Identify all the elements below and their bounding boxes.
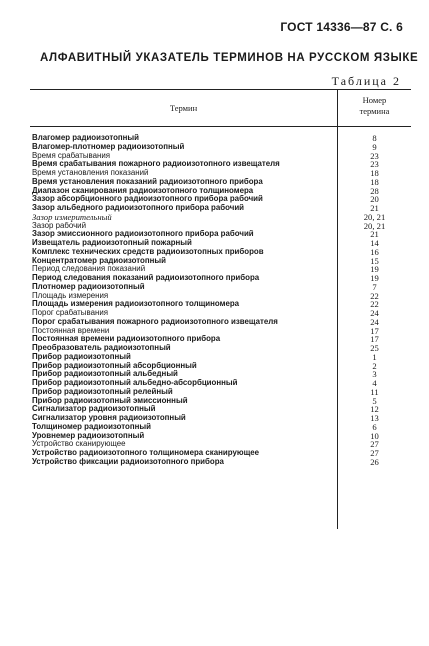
term-number-cell: 26 [370,456,379,467]
term-number-cell: 12 [370,404,379,415]
table-row [30,318,411,327]
table-row [30,292,411,301]
term-number-cell: 28 [370,185,379,196]
table-body [30,127,411,467]
term-number-cell: 18 [370,168,379,178]
term-cell: Прибор радиоизотопный альбедно-абсорбционный [32,379,238,387]
term-number-cell: 23 [370,159,379,170]
term-number-cell: 6 [372,421,377,432]
column-header-number [338,95,411,117]
table-row [30,379,411,388]
term-cell: Зазор абсорбционного радиоизотопного прибора рабочий [32,195,263,204]
term-number-cell: 21 [370,203,379,213]
table-row [30,335,411,344]
term-cell: Порог срабатывания пожарного радиоизотопного извещателя [32,317,278,326]
term-cell: Зазор альбедного радиоизотопного прибора рабочий [32,204,245,212]
column-header-number-line2: термина [359,106,390,116]
standard-code: ГОСТ 14336—87 С. 6 [280,20,403,34]
table-row [30,230,411,239]
table-row [30,449,411,458]
term-number-cell: 3 [372,369,377,380]
table-row [30,309,411,318]
term-number-cell: 2 [372,360,377,371]
term-cell: Влагомер радиоизотопный [32,134,140,142]
term-cell: Уровнемер радиоизотопный [32,431,145,440]
term-cell: Площадь измерения [32,291,109,300]
table-row [30,344,411,353]
term-cell: Устройство сканирующее [32,440,126,449]
term-number-cell: 9 [372,141,377,152]
term-cell: Время установления показаний [32,169,149,177]
term-number-cell: 19 [370,273,379,283]
term-cell: Сигнализатор радиоизотопный [32,405,156,414]
table-row [30,458,411,467]
table-row [30,405,411,414]
term-cell: Сигнализатор уровня радиоизотопный [32,414,186,422]
table-row [30,178,411,187]
term-number-cell: 24 [370,308,379,318]
term-cell: Плотномер радиоизотопный [32,282,145,291]
table-row [30,300,411,309]
table-header [30,89,411,127]
term-number-cell: 25 [370,343,379,353]
term-number-cell: 1 [372,351,377,362]
term-cell: Время установления показаний радиоизотопного прибора [32,177,263,186]
table-row [30,195,411,204]
table-row [30,397,411,406]
table-row [30,222,411,231]
table-row [30,353,411,362]
term-number-cell: 24 [370,316,379,327]
term-cell: Прибор радиоизотопный эмиссионный [32,396,188,405]
term-number-cell: 8 [372,133,377,143]
terms-table [30,89,411,467]
term-number-cell: 21 [370,229,379,240]
term-number-cell: 19 [370,264,379,275]
term-number-cell: 23 [370,150,379,161]
term-number-cell: 4 [372,378,377,388]
term-cell: Концентратомер радиоизотопный [32,256,166,265]
term-cell: Устройство фиксации радиоизотопного прибора [32,457,224,466]
term-cell: Прибор радиоизотопный абсорбционный [32,361,197,370]
term-number-cell: 15 [370,255,379,266]
term-number-cell: 18 [370,176,379,187]
term-cell: Диапазон сканирования радиоизотопного толщиномера [32,186,254,195]
table-row [30,327,411,336]
table-row [30,423,411,432]
term-cell: Прибор радиоизотопный [32,352,131,361]
table-row [30,213,411,222]
term-cell: Постоянная времени [32,326,110,335]
table-row [30,187,411,196]
term-number-cell: 16 [370,246,379,257]
term-number-cell: 20, 21 [363,220,386,231]
table-row [30,265,411,274]
term-number-cell: 27 [370,448,379,458]
term-cell: Период следования показаний [32,265,146,274]
column-header-terms: Термин [169,103,198,113]
term-cell: Площадь измерения радиоизотопного толщиномера [32,300,240,309]
term-number-cell: 13 [370,413,379,423]
term-cell: Преобразователь радиоизотопный [32,344,171,352]
term-cell: Извещатель радиоизотопный пожарный [32,239,192,247]
table-row [30,248,411,257]
table-row [30,239,411,248]
term-cell: Устройство радиоизотопного толщиномера сканирующее [32,449,260,457]
table-row [30,440,411,449]
term-cell: Комплекс технических средств радиоизотопных приборов [32,247,264,256]
table-row [30,432,411,441]
term-number-cell: 11 [370,386,379,397]
term-cell: Порог срабатывания [32,309,108,317]
column-header-number-line1: Номер [362,95,387,105]
table-row [30,169,411,178]
page-title: АЛФАВИТНЫЙ УКАЗАТЕЛЬ ТЕРМИНОВ НА РУССКОМ ЯЗЫКЕ [40,52,419,64]
table-row [30,362,411,371]
table-row [30,134,411,143]
table-row [30,388,411,397]
term-cell: Время срабатывания [32,151,111,160]
table-row [30,143,411,152]
term-number-cell: 20, 21 [363,211,386,222]
term-cell: Толщиномер радиоизотопный [32,422,151,431]
table-label: Таблица 2 [331,74,401,88]
term-cell: Зазор рабочий [32,221,87,230]
term-number-cell: 27 [370,439,379,450]
term-number-cell: 20 [370,194,379,205]
term-number-cell: 7 [372,281,377,292]
term-number-cell: 14 [370,238,379,248]
table-row [30,152,411,161]
term-cell: Влагомер-плотномер радиоизотопный [32,142,185,151]
table-row [30,274,411,283]
table-row [30,257,411,266]
term-cell: Прибор радиоизотопный релейный [32,387,173,396]
term-cell: Постоянная времени радиоизотопного прибора [32,335,221,344]
term-number-cell: 10 [370,430,379,441]
term-number-cell: 17 [370,325,379,336]
table-row [30,204,411,213]
term-number-cell: 17 [370,334,379,345]
term-number-cell: 22 [370,299,379,310]
term-cell: Время срабатывания пожарного радиоизотопного извещателя [32,160,280,169]
term-number-cell: 22 [370,290,379,301]
term-number-cell: 5 [372,395,377,406]
term-cell: Зазор эмиссионного радиоизотопного прибора рабочий [32,230,254,239]
term-cell: Период следования показаний радиоизотопного прибора [32,274,260,282]
term-cell: Зазор измерительный [32,212,112,222]
table-row [30,283,411,292]
table-row [30,414,411,423]
table-row [30,160,411,169]
term-cell: Прибор радиоизотопный альбедный [32,370,178,379]
table-row [30,370,411,379]
